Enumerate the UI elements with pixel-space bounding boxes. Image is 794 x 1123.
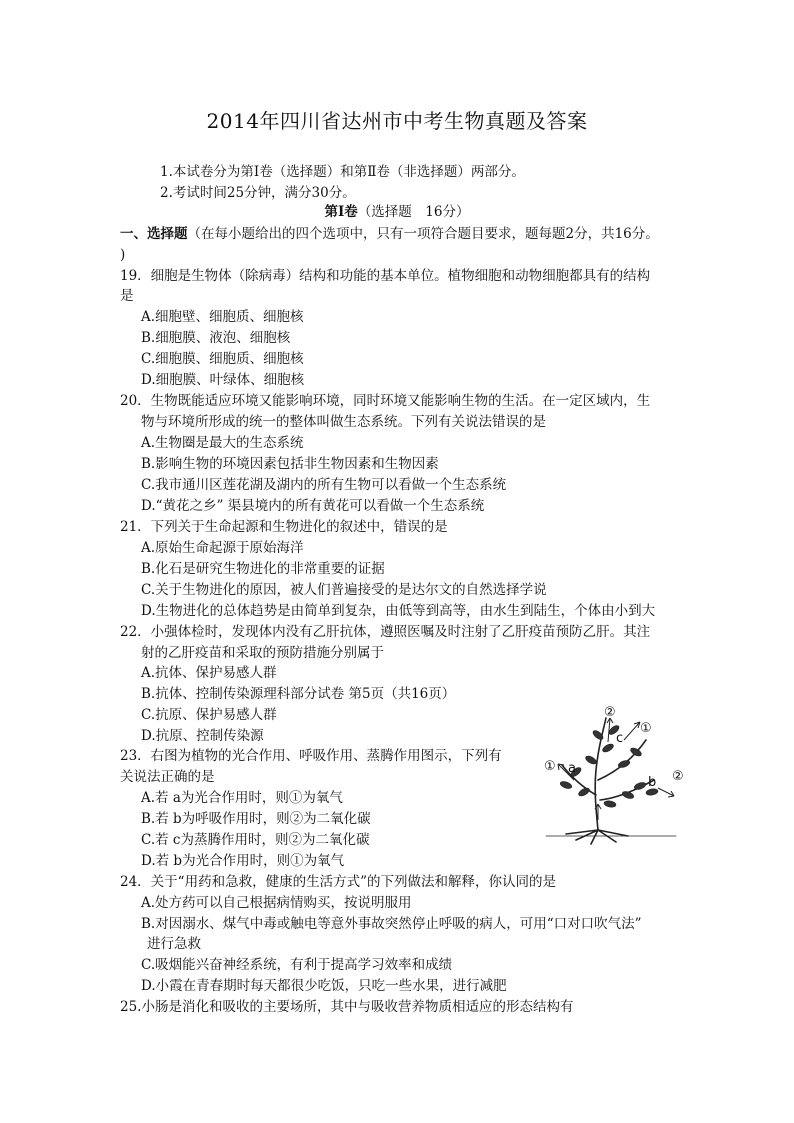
q21-option-b: B.化石是研究生物进化的非常重要的证据 [141, 561, 385, 577]
q22-option-c: C.抗原、保护易感人群 [141, 707, 277, 723]
q20-stem-1: 20．生物既能适应环境又能影响环境，同时环境又能影响生物的生活。在一定区域内，生 [120, 393, 651, 409]
q20-stem-2: 物与环境所形成的统一的整体叫做生态系统。下列有关说法错误的是 [141, 414, 546, 430]
part-label: 一、选择题 [120, 226, 188, 242]
q23-option-c: C.若 c为蒸腾作用时，则②为二氧化碳 [141, 832, 370, 848]
q23-option-d: D.若 b为光合作用时，则①为氧气 [141, 853, 345, 869]
diagram-label-2-top: ② [604, 705, 616, 720]
q22-option-d: D.抗原、控制传染源 [141, 728, 264, 744]
q22-stem-1: 22．小强体检时，发现体内没有乙肝抗体，遵照医嘱及时注射了乙肝疫苗预防乙肝。其注 [120, 624, 651, 640]
diagram-label-a: a [568, 761, 576, 776]
diagram-label-b: b [648, 775, 657, 790]
note-2: 2.考试时间25分钟，满分30分。 [160, 185, 356, 201]
q20-option-c: C.我市通川区莲花湖及湖内的所有生物可以看做一个生态系统 [141, 477, 507, 493]
note-1: 1.本试卷分为第Ⅰ卷（选择题）和第Ⅱ卷（非选择题）两部分。 [160, 164, 525, 180]
section-heading-rest: （选择题 16分） [357, 204, 470, 220]
q20-option-a: A.生物圈是最大的生态系统 [141, 435, 304, 451]
q21-option-d: D.生物进化的总体趋势是由简单到复杂，由低等到高等，由水生到陆生，个体由小到大 [141, 603, 656, 619]
q19-option-d: D.细胞膜、叶绿体、细胞核 [141, 372, 305, 388]
q19-option-c: C.细胞膜、细胞质、细胞核 [141, 351, 304, 367]
section-heading [0, 202, 794, 222]
q19-option-a: A.细胞壁、细胞质、细胞核 [141, 309, 304, 325]
q23-option-b: B.若 b为呼吸作用时，则②为二氧化碳 [141, 811, 371, 827]
part-instruction-end: ) [120, 247, 126, 263]
q24-option-b: B.对因溺水、煤气中毒或触电等意外事故突然停止呼吸的病人，可用“口对口吹气法” [141, 916, 642, 932]
q20-option-b: B.影响生物的环境因素包括非生物因素和生物因素 [141, 456, 439, 472]
q19-option-b: B.细胞膜、液泡、细胞核 [141, 330, 291, 346]
diagram-label-2-right: ② [672, 769, 684, 784]
q24-option-c: C.吸烟能兴奋神经系统，有利于提高学习效率和成绩 [141, 957, 453, 973]
section-heading-bold: 第Ⅰ卷 [324, 204, 358, 220]
q23-stem-2: 关说法正确的是 [120, 769, 215, 785]
q25-stem-1: 25.小肠是消化和吸收的主要场所，其中与吸收营养物质相适应的形态结构有 [120, 999, 574, 1015]
q23-stem-1: 23．右图为植物的光合作用、呼吸作用、蒸腾作用图示，下列有 [120, 748, 502, 764]
q24-option-d: D.小霞在青春期时每天都很少吃饭，只吃一些水果，进行减肥 [141, 978, 507, 994]
q23-option-a: A.若 a为光合作用时，则①为氧气 [141, 790, 343, 806]
q22-option-a: A.抗体、保护易感人群 [141, 665, 277, 681]
q24-option-b-cont: 进行急救 [147, 936, 201, 952]
diagram-label-1-left: ① [544, 759, 556, 774]
q24-option-a: A.处方药可以自己根据病情购买，按说明服用 [141, 895, 412, 911]
q21-stem-1: 21．下列关于生命起源和生物进化的叙述中，错误的是 [120, 519, 448, 535]
q19-stem-1: 19．细胞是生物体（除病毒）结构和功能的基本单位。植物细胞和动物细胞都具有的结构 [120, 268, 651, 284]
page-title: 2014年四川省达州市中考生物真题及答案 [206, 109, 588, 133]
diagram-label-1-right: ① [640, 721, 652, 736]
plant-diagram [536, 700, 696, 845]
part-instruction-text: （在每小题给出的四个选项中，只有一项符合题目要求，题每题2分，共16分。 [187, 226, 659, 242]
q20-option-d: D.“黄花之乡” 渠县境内的所有黄花可以看做一个生态系统 [141, 498, 485, 514]
part-instruction [120, 224, 659, 244]
q19-stem-2: 是 [120, 288, 134, 304]
q22-option-b: B.抗体、控制传染源理科部分试卷 第5页（共16页） [141, 686, 456, 702]
diagram-label-c: c [616, 731, 624, 746]
q21-option-a: A.原始生命起源于原始海洋 [141, 540, 304, 556]
q22-stem-2: 射的乙肝疫苗和采取的预防措施分别属于 [141, 645, 384, 661]
q24-stem-1: 24．关于“用药和急救，健康的生活方式”的下列做法和解释，你认同的是 [120, 874, 556, 890]
q21-option-c: C.关于生物进化的原因，被人们普遍接受的是达尔文的自然选择学说 [141, 582, 547, 598]
